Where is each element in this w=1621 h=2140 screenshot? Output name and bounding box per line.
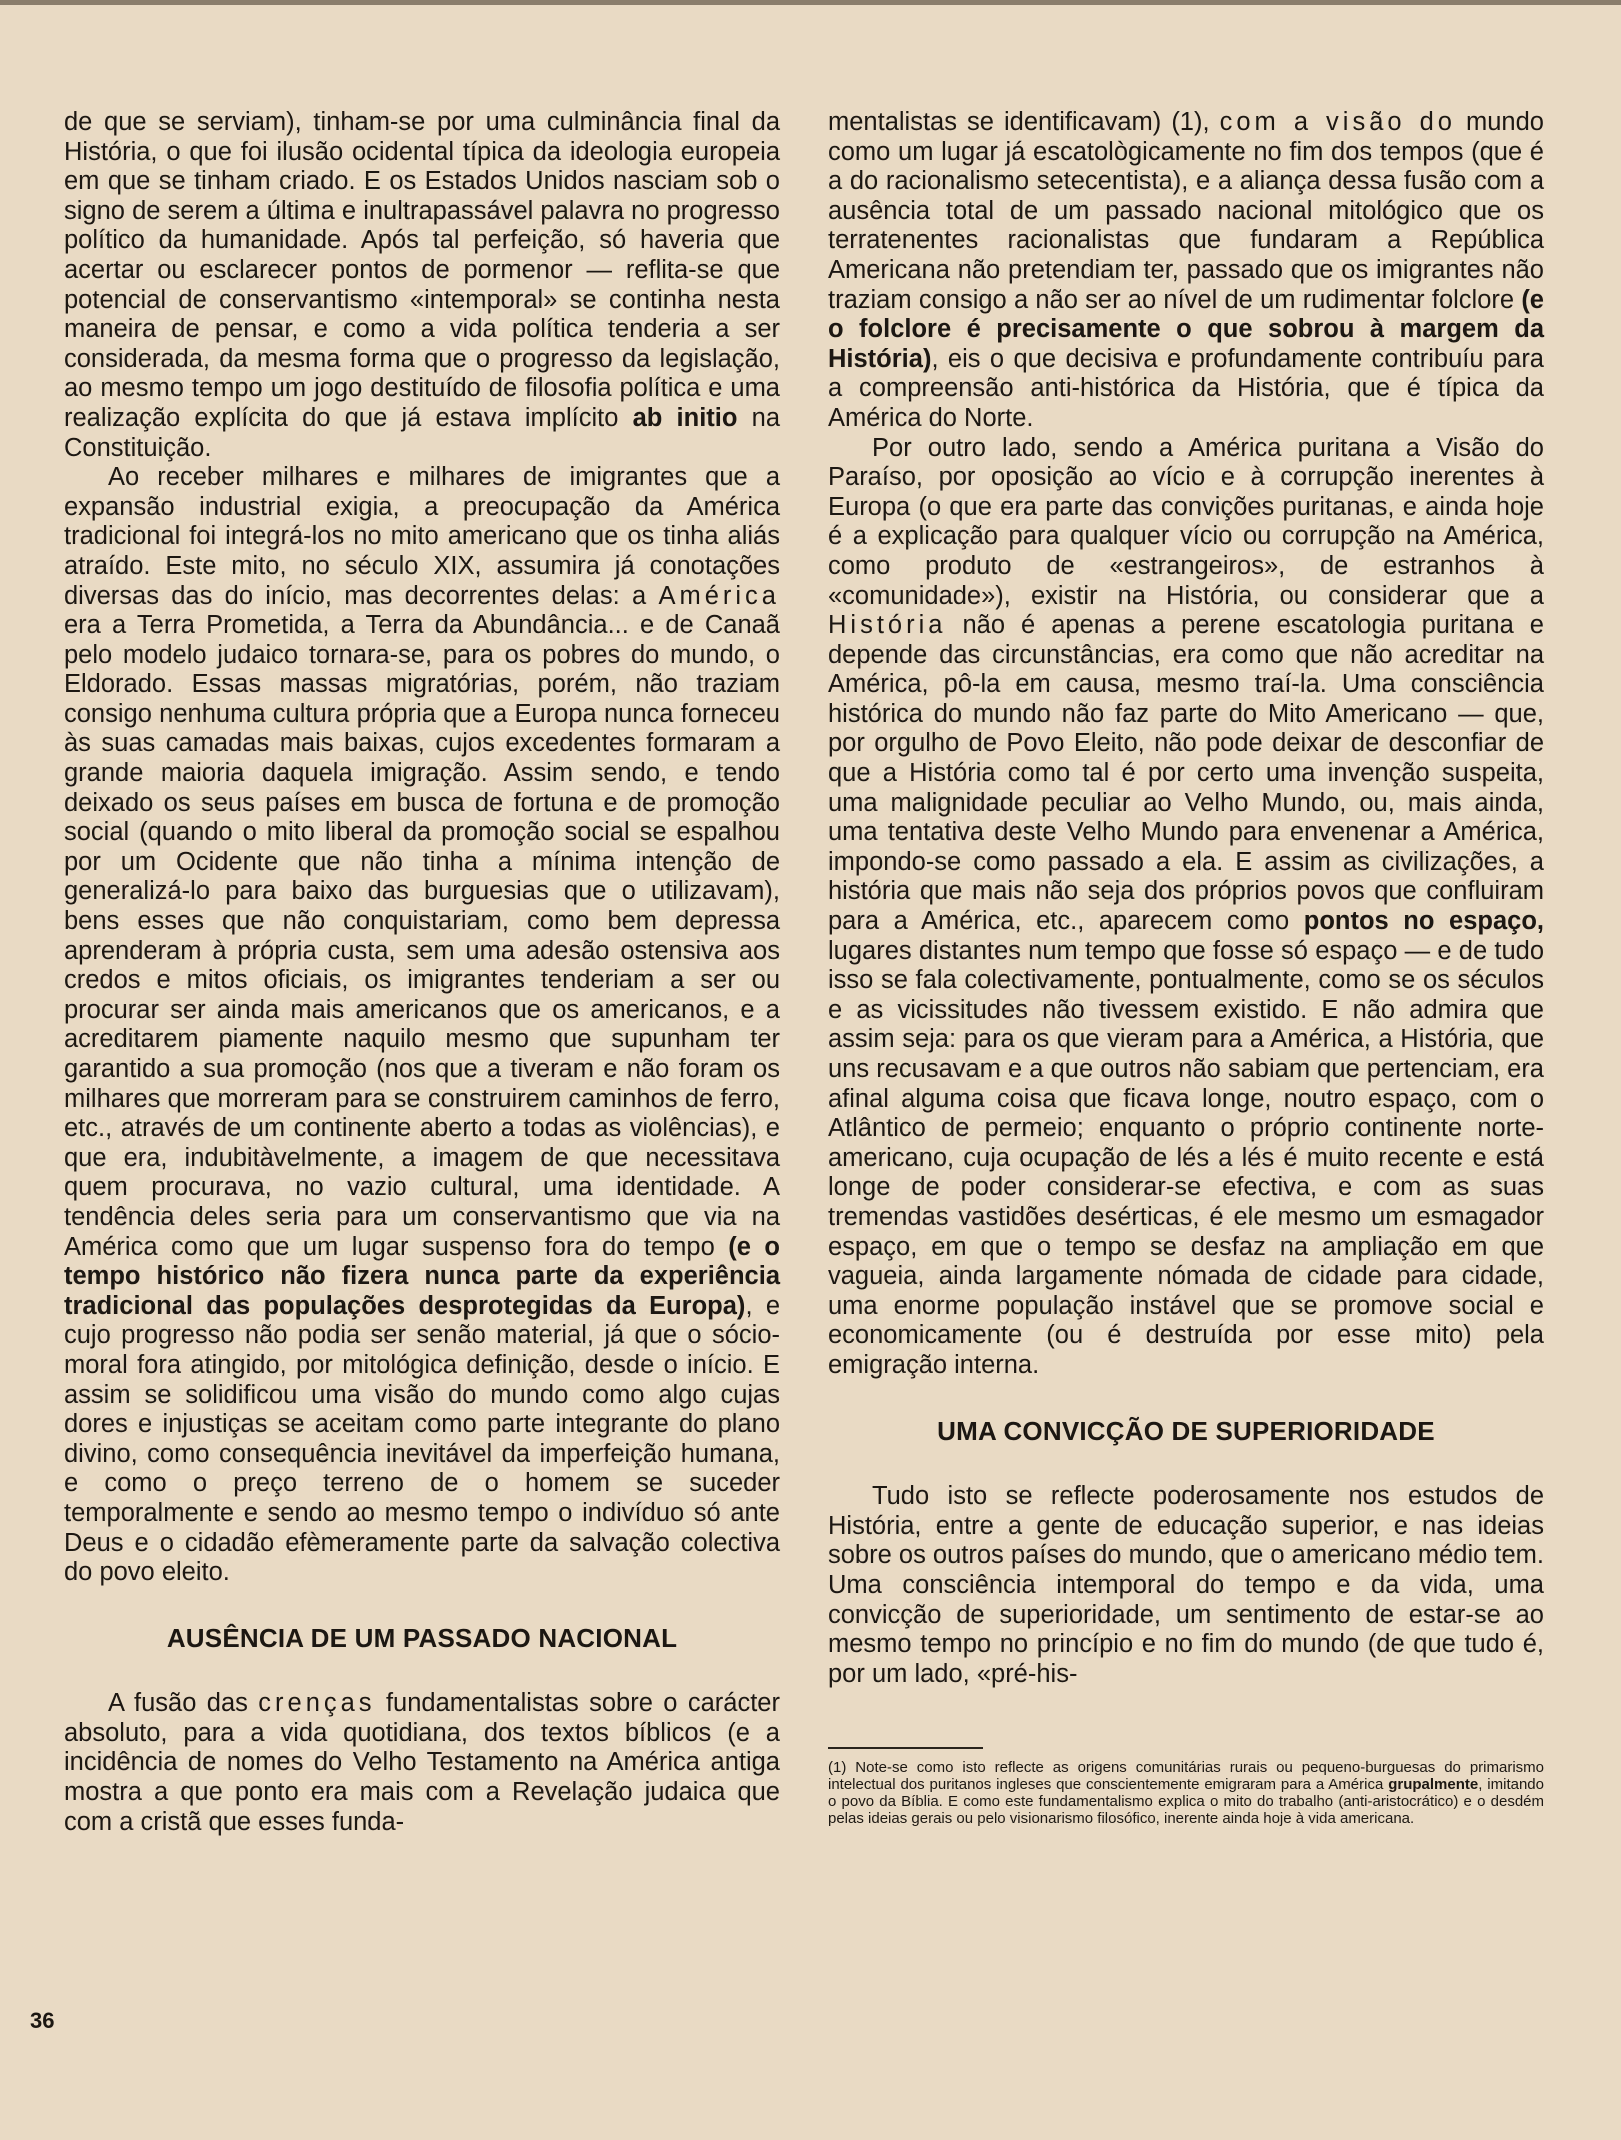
top-edge-line bbox=[0, 0, 1621, 5]
left-column bbox=[64, 108, 780, 2058]
section-heading: UMA CONVICÇÃO DE SUPERIORIDADE bbox=[937, 1415, 1435, 1446]
paragraph: Tudo isto se reflecte poderosamente nos estudos de História, entre a gente de educação superior, e nas ideias sobre os outros países do mundo, que o americano médio tem. Uma consciência intemporal do tempo e da vida, uma convicção de superioridade, um sentimento de estar-se ao mesmo tempo no princípio e no fim do mundo (de que tudo é, por um lado, «pré-his- bbox=[828, 1482, 1544, 1688]
paragraph: Ao receber milhares e milhares de imigrantes que a expansão industrial exigia, a preocupação da América tradicional foi integrá-los no mito americano que os tinha aliás atraído. Este mito, no século XIX, assumira já conotações diversas das do início, mas decorrentes delas: a América era a Terra Prometida, a Terra da Abundância... e de Canaã pelo modelo judaico tornara-se, para os pobres do mundo, o Eldorado. Essas massas migratórias, porém, não traziam consigo nenhuma cultura própria que a Europa nunca forneceu às suas camadas mais baixas, cujos excedentes formaram a grande maioria daquela imigração. Assim sendo, e tendo deixado os seus países em busca de fortuna e de promoção social (quando o mito liberal da promoção social se espalhou por um Ocidente que não tinha a mínima intenção de generalizá-lo para baixo das burguesias que o utilizavam), bens esses que não conquistariam, como bem depressa aprenderam à própria custa, sem uma adesão ostensiva aos credos e mitos oficiais, os imigrantes tenderiam a ser ou procurar ser ainda mais americanos que os americanos, e a acreditarem piamente naquilo mesmo que supunham ter garantido a sua promoção (nos que a tiveram e não foram os milhares que morreram para se construirem caminhos de ferro, etc., através de um continente aberto a todas as violências), e que era, indubitàvelmente, a imagem de que necessitava quem procurava, no vazio cultural, uma identidade. A tendência deles seria para um conservantismo que via na América como que um lugar suspenso fora do tempo (e o tempo histórico não fizera nunca parte da experiência tradicional das populações desprotegidas da Europa), e cujo progresso não podia ser senão material, já que o sócio-moral fora atingido, por mitológica definição, desde o início. E assim se solidificou uma visão do mundo como algo cujas dores e injustiças se aceitam como parte integrante do plano divino, como consequência inevitável da imperfeição humana, e como o preço terreno de o homem se suceder temporalmente e sendo ao mesmo tempo o indivíduo só ante Deus e o cidadão efèmeramente parte da salvação colectiva do povo eleito. bbox=[64, 463, 780, 1587]
footnote: (1) Note-se como isto reflecte as origens comunitárias rurais ou pequeno-burguesas do primarismo intelectual dos puritanos ingleses que conscientemente emigraram para a América grupalmente, imitando o povo da Bíblia. E como este fundamentalismo explica o mito do trabalho (anti-aristocrático) e o desdém pelas ideias gerais ou pelo visionarismo filosófico, inerente ainda hoje à vida americana. bbox=[828, 1759, 1544, 1828]
paragraph: de que se serviam), tinham-se por uma culminância final da História, o que foi ilusão ocidental típica da ideologia europeia em que se tinham criado. E os Estados Unidos nasciam sob o signo de serem a última e inultrapassável palavra no progresso político da humanidade. Após tal perfeição, só haveria que acertar ou esclarecer pontos de pormenor — reflita-se que potencial de conservantismo «intemporal» se continha nesta maneira de pensar, e como a vida política tenderia a ser considerada, da mesma forma que o progresso da legislação, ao mesmo tempo um jogo destituído de filosofia política e uma realização explícita do que já estava implícito ab initio na Constituição. bbox=[64, 108, 780, 462]
article-page bbox=[64, 108, 1544, 2058]
paragraph: Por outro lado, sendo a América puritana a Visão do Paraíso, por oposição ao vício e à corrupção inerentes à Europa (o que era parte das convições puritanas, e ainda hoje é a explicação para qualquer vício ou corrupção na América, como produto de «estrangeiros», de estranhos à «comunidade»), existir na História, ou considerar que a História não é apenas a perene escatologia puritana e depende das circunstâncias, era como que não acreditar na América, pô-la em causa, mesmo traí-la. Uma consciência histórica do mundo não faz parte do Mito Americano — que, por orgulho de Povo Eleito, não pode deixar de desconfiar de que a História como tal é por certo uma invenção suspeita, uma malignidade peculiar ao Velho Mundo, ou, mais ainda, uma tentativa deste Velho Mundo para envenenar a América, impondo-se como passado a ela. E assim as civilizações, a história que mais não seja dos próprios povos que confluiram para a América, etc., aparecem como pontos no espaço, lugares distantes num tempo que fosse só espaço — e de tudo isso se fala colectivamente, pontualmente, como se os séculos e as vicissitudes não tivessem existido. E não admira que assim seja: para os que vieram para a América, a História, que uns recusavam e a que outros não sabiam que pertenciam, era afinal alguma coisa que ficava longe, noutro espaço, com o Atlântico de permeio; enquanto o próprio continente norte-americano, cuja ocupação de lés a lés é muito recente e está longe de poder considerar-se efectiva, e com as suas tremendas vastidões desérticas, é ele mesmo um esmagador espaço, em que o tempo se desfaz na ampliação em que vagueia, ainda largamente nómada de cidade para cidade, uma enorme população instável que se promove social e economicamente (ou é destruída por esse mito) pela emigração interna. bbox=[828, 433, 1544, 1379]
paragraph: A fusão das crenças fundamentalistas sobre o carácter absoluto, para a vida quotidiana, dos textos bíblicos (e a incidência de nomes do Velho Testamento na América antiga mostra a que ponto era mais com a Revelação judaica que com a cristã que esses funda- bbox=[64, 1689, 780, 1836]
paragraph: mentalistas se identificavam) (1), com a visão do mundo como um lugar já escatològicamente no fim dos tempos (que é a do racionalismo setecentista), e a aliança dessa fusão com a ausência total de um passado nacional mitológico que os terratenentes racionalistas que fundaram a República Americana não pretendiam ter, passado que os imigrantes não traziam consigo a não ser ao nível de um rudimentar folclore (e o folclore é precisamente o que sobrou à margem da História), eis o que decisiva e profundamente contribuíu para a compreensão anti-histórica da História, que é típica da América do Norte. bbox=[828, 108, 1544, 432]
section-heading: AUSÊNCIA DE UM PASSADO NACIONAL bbox=[166, 1622, 678, 1653]
footnote-divider bbox=[828, 1747, 983, 1749]
right-column bbox=[828, 108, 1544, 2058]
page-number: 36 bbox=[30, 2008, 55, 2033]
